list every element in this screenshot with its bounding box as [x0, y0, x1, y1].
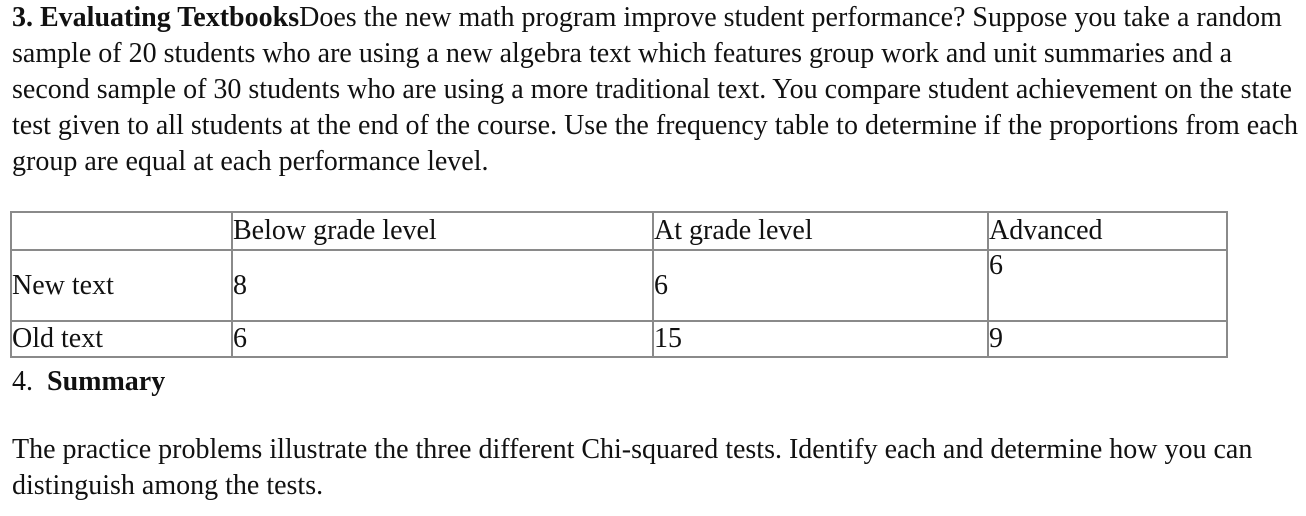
table-corner-cell [11, 212, 232, 250]
problem-3-paragraph [12, 0, 1302, 180]
section-4-heading [12, 364, 165, 400]
cell-new-at: 6 [653, 250, 988, 321]
frequency-table [10, 211, 1228, 358]
cell-new-below: 8 [232, 250, 653, 321]
table-row-new-text [11, 250, 1227, 321]
section-4-title: Summary [47, 366, 166, 397]
cell-new-advanced: 6 [988, 250, 1227, 321]
document-page [12, 0, 1302, 180]
problem-3-heading: 3. Evaluating Textbooks [12, 2, 300, 33]
table-header-row [11, 212, 1227, 250]
table-row-old-text [11, 321, 1227, 357]
cell-old-at: 15 [653, 321, 988, 357]
header-at-grade-level: At grade level [653, 212, 988, 250]
cell-old-advanced: 9 [988, 321, 1227, 357]
header-below-grade-level: Below grade level [232, 212, 653, 250]
header-advanced: Advanced [988, 212, 1227, 250]
problem-3-text: Does the new math program improve student performance? Suppose you take a random sample of 20 students who are using a new algebra text which features group work and unit summaries and a second sample of 30 students who are using a more traditional text. You compare student achievement on the state test given to all students at the end of the course. Use the frequency table to determine if the proportions from each group are equal at each performance level. [12, 2, 1299, 177]
summary-paragraph: The practice problems illustrate the three different Chi-squared tests. Identify each and determine how you can distinguish among the tests. [12, 434, 1253, 501]
row-label-new-text: New text [11, 250, 232, 321]
cell-old-below: 6 [232, 321, 653, 357]
row-label-old-text: Old text [11, 321, 232, 357]
section-4-number: 4. [12, 366, 33, 397]
